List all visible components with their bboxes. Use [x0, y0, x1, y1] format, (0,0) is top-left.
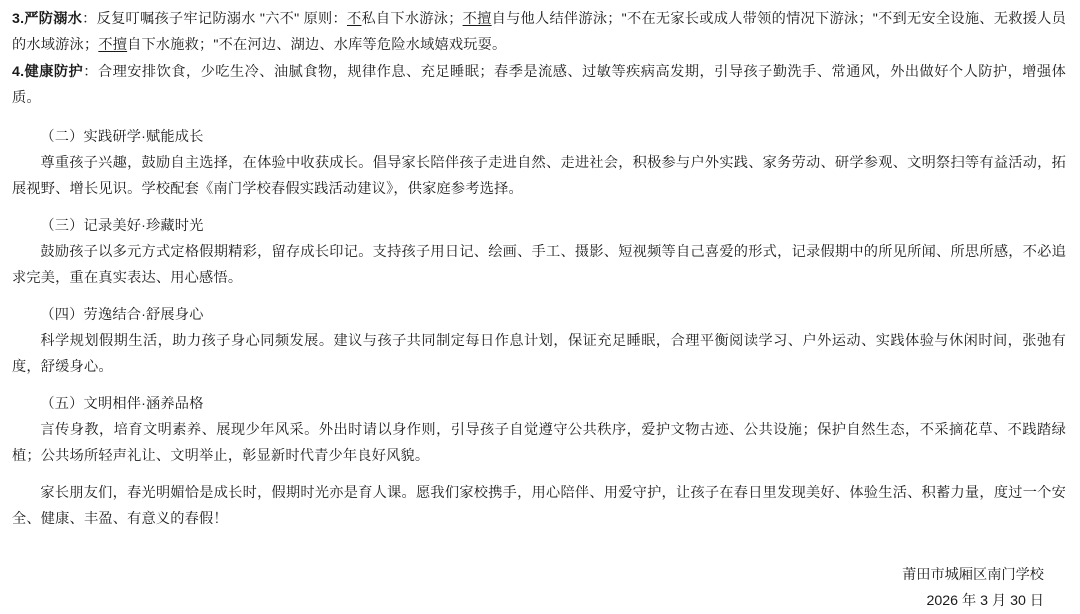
section-title-2: （二）实践研学·赋能成长 — [40, 129, 204, 145]
section-body-4: 科学规划假期生活，助力孩子身心同频发展。建议与孩子共同制定每日作息计划，保证充足睡眠，合理平衡阅读学习、户外运动、实践体验与休闲时间，张弛有度，舒缓身心。 — [12, 333, 1066, 375]
section-title-4: （四）劳逸结合·舒展身心 — [40, 307, 204, 323]
paragraph-body-seg-0: 反复叮嘱孩子牢记防溺水 "六不" 原则： — [96, 11, 347, 27]
paragraph-drowning — [12, 6, 1066, 58]
signature-date: 2026 年 3 月 30 日 — [926, 593, 1044, 609]
section-title-5: （五）文明相伴·涵养品格 — [40, 396, 204, 412]
paragraph-body-seg-5: 不擅 — [98, 37, 128, 53]
spacer — [12, 292, 1066, 302]
heading-colon: ： — [83, 64, 98, 80]
section-body-5: 言传身教，培育文明素养、展现少年风采。外出时请以身作则，引导孩子自觉遵守公共秩序，爱护文物古迹、公共设施；保护自然生态，不采摘花草、不践踏绿植；公共场所轻声礼让、文明举止，彰显新时代青少年良好风貌。 — [12, 422, 1066, 464]
paragraph-body: 合理安排饮食，少吃生冷、油腻食物，规律作息、充足睡眠；春季是流感、过敏等疾病高发期，引导孩子勤洗手、常通风，外出做好个人防护，增强体质。 — [12, 64, 1066, 106]
heading-colon: ： — [82, 11, 97, 27]
paragraph-body-seg-1: 不 — [346, 11, 362, 27]
paragraph-body-seg-2: 私自下水游泳； — [361, 11, 463, 27]
spacer — [12, 381, 1066, 391]
spacer — [12, 203, 1066, 213]
signature-block — [12, 562, 1066, 614]
paragraph-body-seg-4: 自与他人结伴游泳；"不在无家长或成人带领的情况下游泳；"不到无安全设施、无救援人员的水域游泳； — [12, 11, 1066, 53]
heading-title: 健康防护 — [24, 64, 84, 80]
section-title-3: （三）记录美好·珍藏时光 — [40, 218, 204, 234]
section-body-3: 鼓励孩子以多元方式定格假期精彩，留存成长印记。支持孩子用日记、绘画、手工、摄影、短视频等自己喜爱的形式，记录假期中的所见所闻、所思所感，不必追求完美，重在真实表达、用心感悟。 — [12, 244, 1066, 286]
paragraph-body-seg-6: 自下水施救；"不在河边、湖边、水库等危险水域嬉戏玩耍。 — [127, 37, 507, 53]
signature-organization: 莆田市城厢区南门学校 — [902, 567, 1044, 583]
paragraph-body-seg-3: 不擅 — [462, 11, 492, 27]
heading-number: 3. — [12, 11, 25, 27]
spacer — [12, 112, 1066, 124]
closing-paragraph: 家长朋友们，春光明媚恰是成长时，假期时光亦是育人课。愿我们家校携手，用心陪伴、用爱守护，让孩子在春日里发现美好、体验生活、积蓄力量，度过一个安全、健康、丰盈、有意义的春假！ — [12, 485, 1066, 527]
spacer — [12, 470, 1066, 480]
paragraph-health — [12, 59, 1066, 111]
heading-title: 严防溺水 — [24, 11, 83, 27]
heading-number: 4. — [12, 64, 25, 80]
section-body-2: 尊重孩子兴趣，鼓励自主选择，在体验中收获成长。倡导家长陪伴孩子走进自然、走进社会，积极参与户外实践、家务劳动、研学参观、文明祭扫等有益活动，拓展视野、增长见识。学校配套《南门学校春假实践活动建议》，供家庭参考选择。 — [12, 155, 1066, 197]
